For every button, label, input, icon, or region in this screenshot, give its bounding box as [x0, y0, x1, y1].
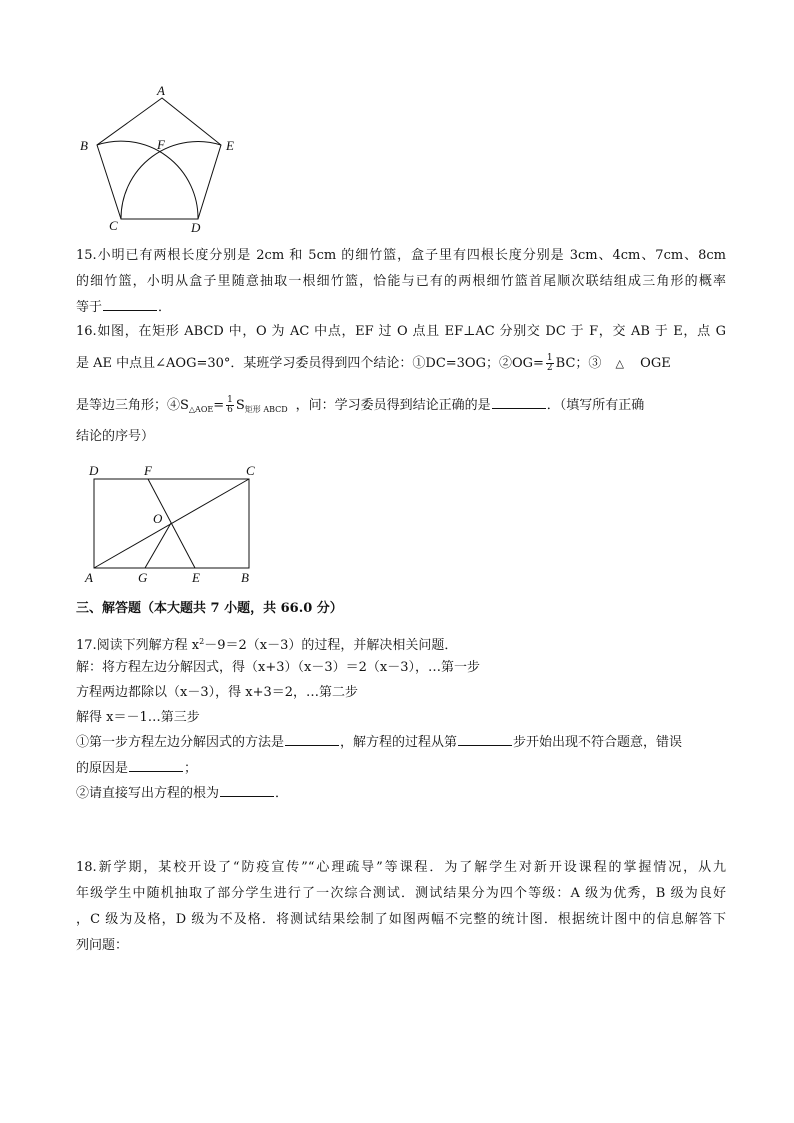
q17-line-7	[76, 784, 726, 804]
q18-line-1: 18.新学期，某校开设了“防疫宣传”“心理疏导”等课程．为了解学生对新开设课程的掌握情况，从九	[76, 860, 726, 875]
fraction-one-half	[546, 354, 554, 373]
label-b: B	[80, 138, 88, 153]
label-b: B	[241, 570, 249, 585]
fraction-denominator: 6	[227, 405, 233, 415]
fraction-numerator: 1	[227, 395, 233, 405]
answer-blank	[458, 733, 512, 746]
q16-line-1: 16.如图，在矩形 ABCD 中，O 为 AC 中点，EF 过 O 点且 EF⊥AC 分别交 DC 于 F，交 AB 于 E，点 G	[76, 324, 726, 339]
q17-line-2: 解：将方程左边分解因式，得（x+3）（x－3）＝2（x－3），…第一步	[76, 660, 480, 675]
area-symbol: S	[235, 398, 245, 413]
q16-line-4: 结论的序号）	[76, 429, 155, 444]
superscript: 2	[199, 637, 205, 646]
answer-blank	[220, 784, 274, 797]
q16-text: 是 AE 中点且∠AOG=30°．某班学习委员得到四个结论：①DC=3OG；②OG=	[76, 356, 544, 371]
fraction-numerator: 1	[546, 353, 553, 363]
q15-text: 等于	[76, 300, 103, 315]
label-a: A	[157, 83, 165, 98]
q17-line-1	[76, 632, 726, 656]
q17-line-6	[76, 759, 726, 779]
q17-text: －9＝2（x－3）的过程，并解决相关问题．	[204, 638, 458, 653]
q17-line-5	[76, 733, 726, 753]
q17-text: 步开始出现不符合题意，错误	[513, 735, 683, 750]
equals-sign: =	[213, 398, 225, 413]
label-a: A	[85, 570, 93, 585]
q16-text: ．（填写所有正确	[546, 398, 645, 413]
q17-line-4: 解得 x＝－1…第三步	[76, 710, 200, 725]
label-e: E	[192, 570, 200, 585]
rectangle-figure	[80, 458, 264, 588]
q17-text: ，解方程的过程从第	[340, 735, 458, 750]
q15-end: ．	[158, 300, 172, 315]
subscript: △AOE	[188, 405, 214, 414]
triangle-symbol: △	[615, 357, 625, 370]
label-f: F	[144, 463, 152, 478]
fraction-denominator: 2	[546, 363, 553, 373]
answer-blank	[129, 759, 183, 772]
fraction-one-sixth	[226, 396, 234, 415]
label-d: D	[89, 463, 99, 478]
q17-text: ．	[275, 786, 289, 801]
pentagon-figure	[74, 82, 244, 238]
q17-text: 的原因是	[76, 761, 129, 776]
q17-text: 17.阅读下列解方程 x	[76, 638, 200, 653]
label-g: G	[138, 570, 148, 585]
label-f: F	[157, 137, 165, 152]
q17-line-3: 方程两边都除以（x－3），得 x+3＝2，…第二步	[76, 685, 359, 700]
q16-line-3	[76, 396, 726, 420]
q18-line-2: 年级学生中随机抽取了部分学生进行了一次综合测试．测试结果分为四个等级：A 级为优秀，B 级为良好	[76, 886, 726, 901]
q18-line-4: 列问题：	[76, 938, 129, 953]
label-c: C	[246, 463, 255, 478]
q17-text: ①第一步方程左边分解因式的方法是	[76, 735, 285, 750]
q16-line-2	[76, 354, 726, 374]
label-c: C	[109, 218, 118, 233]
q18-line-3: ，C 级为及格，D 级为不及格．将测试结果绘制了如图两幅不完整的统计图．根据统计图中的信息解答下	[76, 912, 726, 927]
q17-text: ②请直接写出方程的根为	[76, 786, 220, 801]
label-o: O	[153, 511, 163, 526]
arc-from-b	[97, 141, 198, 219]
q15-line-3	[76, 298, 726, 318]
q15-line-1: 15.小明已有两根长度分别是 2cm 和 5cm 的细竹篮，盒子里有四根长度分别是 3cm、4cm、7cm、8cm	[76, 248, 726, 263]
q16-text: ，问：学习委员得到结论正确的是	[295, 398, 491, 413]
pentagon-outline	[97, 98, 221, 219]
answer-blank	[492, 396, 546, 409]
q16-text: OGE	[640, 356, 671, 371]
q16-text: 是等边三角形；④S	[76, 398, 189, 413]
q15-line-2: 的细竹篮，小明从盒子里随意抽取一根细竹篮，恰能与已有的两根细竹篮首尾顺次联结组成三角形的概率	[76, 274, 726, 289]
arc-from-e	[121, 141, 221, 219]
answer-blank	[285, 733, 339, 746]
q17-text: ；	[184, 761, 198, 776]
label-d: D	[191, 220, 201, 235]
answer-blank	[103, 298, 157, 311]
subscript: 矩形 ABCD	[244, 405, 288, 414]
segment-og	[145, 523, 171, 568]
section-title: 三、解答题（本大题共 7 小题，共 66.0 分）	[76, 601, 343, 616]
q16-text: BC；③	[555, 356, 602, 371]
label-e: E	[226, 138, 234, 153]
